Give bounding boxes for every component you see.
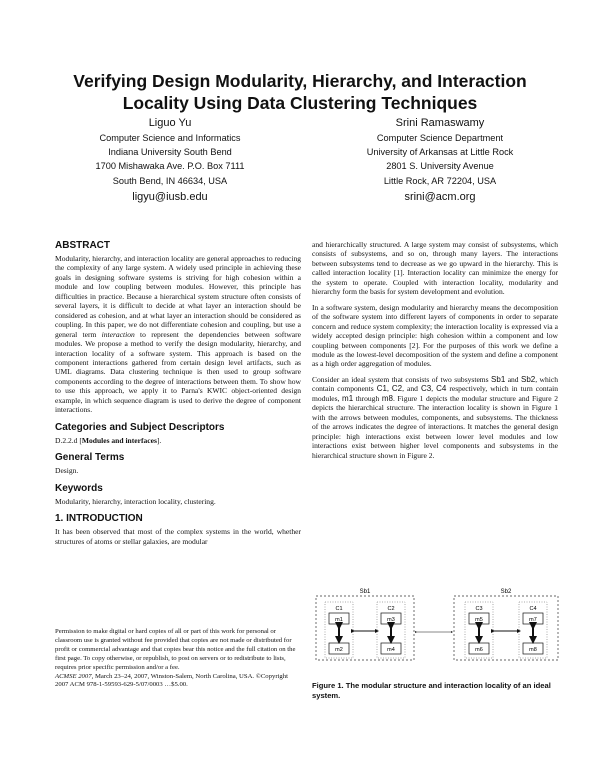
abstract-text: Modularity, hierarchy, and interaction locality are general approaches to reducing the complexity of any large system. A widely used principle in achieving these goals in designing software systems is striving for high cohesion within a module and low coupling between modules. However, this principle has difficulties in practice. Because a hierarchical system structure often consists of several layers, it is difficult to decide at what layer an interaction should be considered as cohesion, and at what layer an interaction should be considered as coupling. In this paper, we do not differentiate cohesion and coupling, but use a general term interaction to represent the dependencies between software modules. We propose a method to verify the design modularity, hierarchy, and interaction locality of a software system. This approach is based on the component interactions gathered from certain design level artifacts, such as UML diagrams. Data clustering technique is then used to group software components according to the degree of interactions between them. To show how to use this approach, we apply it to Parna's KWIC object-oriented design example, in which sequence diagram is used to derive the degree of component interactions. — [55, 254, 302, 415]
author-address-line: 2801 S. University Avenue — [386, 161, 494, 172]
categories-heading: Categories and Subject Descriptors — [55, 421, 225, 433]
svg-text:m7: m7 — [529, 617, 537, 623]
author-email: srini@acm.org — [404, 190, 476, 203]
component-c2 — [377, 602, 405, 658]
subsystem-sb1-box — [316, 596, 414, 660]
component-c4 — [519, 602, 547, 658]
paper-title: Verifying Design Modularity, Hierarchy, and Interaction Locality Using Data Clustering Techniques — [73, 71, 527, 113]
abstract-heading: ABSTRACT — [55, 240, 110, 251]
subsystem-sb1-label: Sb1 — [359, 589, 371, 595]
figure-1-caption: Figure 1. The modular structure and interaction locality of an ideal system. — [312, 681, 551, 700]
author-address-line: South Bend, IN 46634, USA — [112, 175, 228, 186]
author-affiliation-line: Indiana University South Bend — [108, 147, 232, 158]
keywords-text: Modularity, hierarchy, interaction locality, clustering. — [55, 496, 216, 506]
author-address-line: 1700 Mishawaka Ave. P.O. Box 7111 — [95, 161, 245, 172]
svg-text:C3: C3 — [475, 606, 483, 612]
author-block-2 — [330, 116, 550, 206]
svg-text:m5: m5 — [475, 617, 483, 623]
author-affiliation-line: Computer Science Department — [376, 133, 504, 143]
conference-info: ACMSE 2007, March 23–24, 2007, Winston-Salem, North Carolina, USA. ©Copyright 2007 ACM 978-1-59593-629-5/07/0003 …$5.00. — [55, 672, 288, 689]
introduction-heading: 1. INTRODUCTION — [55, 513, 143, 525]
svg-text:m4: m4 — [387, 647, 395, 653]
svg-text:m2: m2 — [335, 647, 343, 653]
categories-text: D.2.2.d [Modules and interfaces]. — [55, 435, 162, 445]
author-name: Liguo Yu — [148, 117, 192, 129]
author-email: ligyu@iusb.edu — [132, 190, 208, 203]
component-c3 — [465, 602, 493, 658]
component-c1 — [325, 602, 353, 658]
svg-text:m3: m3 — [387, 617, 395, 623]
right-column — [312, 240, 558, 466]
author-block-1 — [60, 116, 280, 206]
svg-text:m1: m1 — [335, 617, 343, 623]
svg-text:C1: C1 — [335, 606, 343, 612]
introduction-text: It has been observed that most of the complex systems in the world, whether structures of atoms or stellar galaxies, are modular — [55, 527, 301, 546]
author-name: Srini Ramaswamy — [395, 117, 485, 129]
svg-text:C2: C2 — [387, 606, 395, 612]
left-column — [55, 240, 301, 552]
keywords-heading: Keywords — [55, 482, 103, 494]
general-terms-text: Design. — [55, 466, 79, 476]
figure-1-diagram — [313, 586, 561, 662]
author-affiliation-line: University of Arkansas at Little Rock — [366, 147, 514, 158]
svg-text:m8: m8 — [529, 647, 537, 653]
author-affiliation-line: Computer Science and Informatics — [99, 133, 241, 143]
subsystem-sb2-label: Sb2 — [500, 589, 512, 595]
paragraph: Consider an ideal system that consists of two subsystems Sb1 and Sb2, which contain components C1, C2, and C3, C4 respectively, which in turn contain modules, m1 through m8. Figure 1 depicts the modular structure and Figure 2 depicts the hierarchical structure. The interaction locality is shown in Figure 1 with the arrows between modules, components, and subsystems. The thickness of the arrows indicates the degree of interactions. It matches the general design principle: high interactions exist between lower level modules and low interactions exist between higher level components and subsystems in the hierarchical structure shown in Figure 2. — [312, 374, 559, 460]
paragraph: and hierarchically structured. A large system may consist of subsystems, which consists of subsystems, and so on, through many layers. The interactions between subsystems tend to decrease as we go upward in the hierarchy. This is called interaction locality [1]. Interaction locality can minimize the energy for the system to operate. Coupled with interaction locality, modularity and hierarchy form the basis for system development and evolution. — [312, 240, 558, 297]
subsystem-sb2-box — [454, 596, 558, 660]
author-address-line: Little Rock, AR 72204, USA — [383, 175, 497, 186]
paragraph: In a software system, design modularity and hierarchy means the decomposition of the software system into different layers of components in order to separate concern and reduce system complexity; the interaction locality is expressed via a widely accepted design principle: high cohesion within a component and low coupling between components [2]. For the purposes of this work we define a module as the lowest-level decomposition of the system and define a component as a high order aggregation of modules. — [312, 302, 558, 369]
svg-text:C4: C4 — [529, 606, 537, 612]
svg-text:m6: m6 — [475, 647, 483, 653]
permission-text: Permission to make digital or hard copies of all or part of this work for personal or classroom use is granted without fee provided that copies are not made or distributed for profit or commercial advantage and that copies bear this notice and the full citation on the first page. To copy otherwise, or republish, to post on servers or to redistribute to lists, requires prior specific permission and/or a fee. — [55, 628, 296, 671]
permission-notice — [55, 628, 301, 690]
general-terms-heading: General Terms — [55, 452, 125, 464]
